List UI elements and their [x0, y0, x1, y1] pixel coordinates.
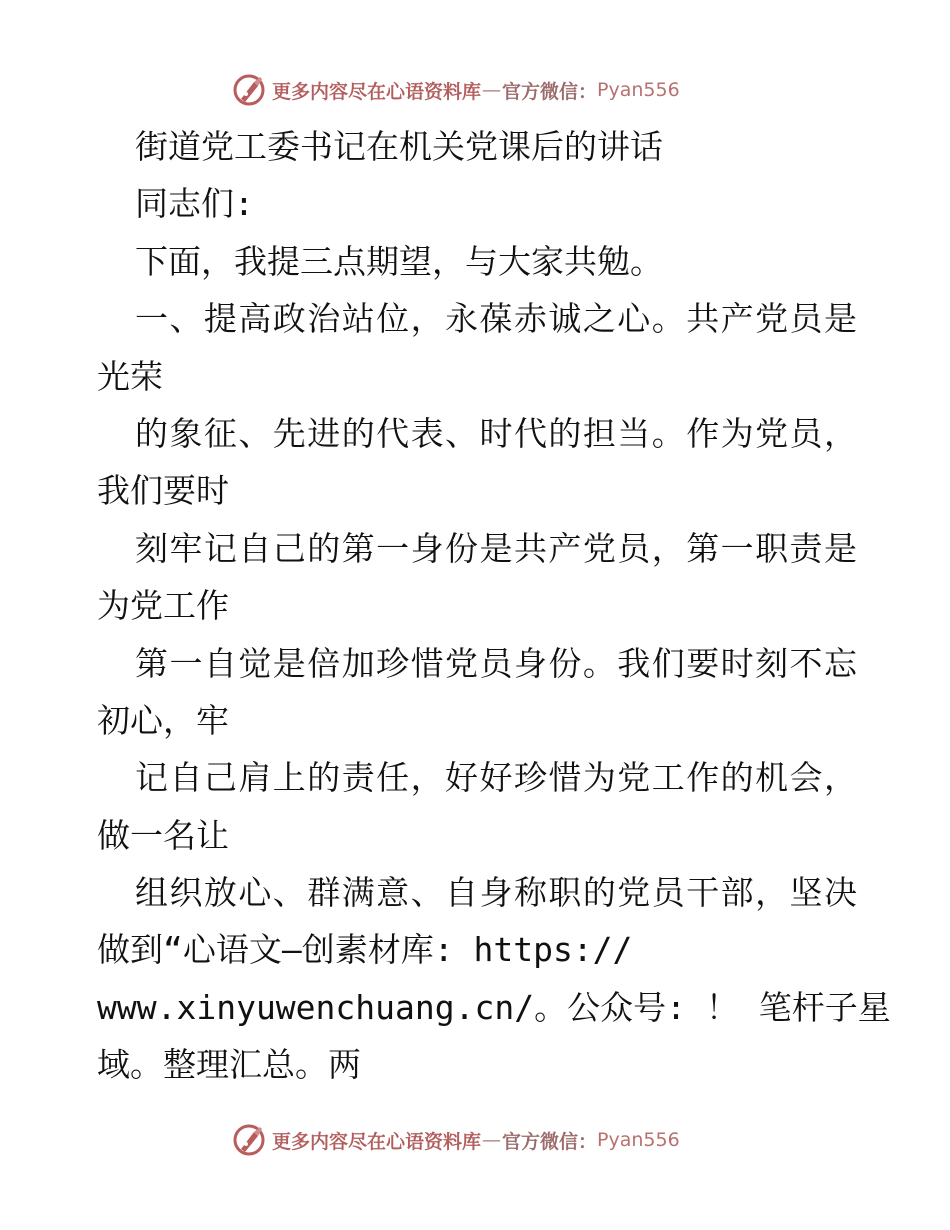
footer-watermark: [232, 1120, 680, 1160]
text-line: 刻牢记自己的第一身份是共产党员，第一职责是: [135, 528, 857, 568]
text-line: 光荣: [97, 356, 163, 396]
watermark-brand: 更多内容尽在心语资料库: [272, 1130, 482, 1153]
text-line: 做一名让: [97, 815, 229, 855]
text-line: 组织放心、群满意、自身称职的党员干部，坚决: [135, 873, 857, 913]
document-body: [97, 118, 891, 1094]
text-line: 记自己肩上的责任，好好珍惜为党工作的机会，: [135, 758, 857, 798]
text-line: 初心，牢: [97, 700, 229, 740]
pen-nib-logo-icon: [232, 73, 266, 107]
header-watermark: [232, 70, 680, 110]
pen-nib-logo-icon: [232, 1123, 266, 1157]
text-line: 的象征、先进的代表、时代的担当。作为党员，: [135, 413, 857, 453]
document-title: 街道党工委书记在机关党课后的讲话: [135, 127, 663, 166]
text-line: 为党工作: [97, 586, 229, 626]
watermark-brand: 更多内容尽在心语资料库: [272, 80, 482, 103]
watermark-wechat-id: Pyan556: [597, 1129, 680, 1151]
text-line: 我们要时: [97, 471, 229, 511]
salutation: 同志们:: [135, 184, 254, 224]
watermark-label: 官方微信：: [502, 1130, 598, 1153]
text-line: 一、提高政治站位，永葆赤诚之心。共产党员是: [135, 299, 857, 339]
watermark-dash: —: [482, 1129, 502, 1151]
text-line: 第一自觉是倍加珍惜党员身份。我们要时刻不忘: [135, 643, 857, 683]
watermark-label: 官方微信：: [502, 80, 598, 103]
text-line: www.xinyuwenchuang.cn/。公众号: ！ 笔杆子星: [97, 987, 891, 1027]
text-line: 做到“心语文—创素材库: https://: [97, 930, 633, 970]
text-line: 下面，我提三点期望，与大家共勉。: [135, 241, 663, 281]
watermark-wechat-id: Pyan556: [597, 79, 680, 101]
watermark-dash: —: [482, 79, 502, 101]
text-line: 域。整理汇总。两: [97, 1045, 361, 1085]
